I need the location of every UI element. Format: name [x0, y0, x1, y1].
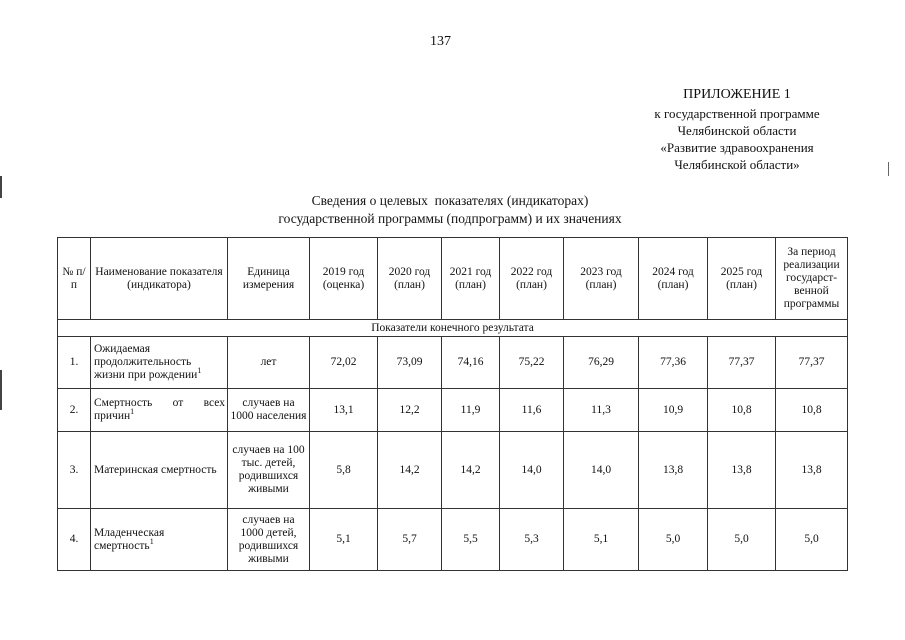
- appendix-title: ПРИЛОЖЕНИЕ 1: [683, 87, 791, 102]
- value-period: 77,37: [776, 337, 848, 389]
- row-name: Младенческая смертность: [94, 526, 165, 552]
- table-header-row: [58, 238, 848, 320]
- value-2022: 5,3: [500, 509, 564, 571]
- value-2022: 11,6: [500, 389, 564, 432]
- header-2025: 2025 год (план): [708, 238, 776, 320]
- row-num: 3.: [58, 432, 91, 509]
- value-2022: 14,0: [500, 432, 564, 509]
- value-2020: 12,2: [378, 389, 442, 432]
- value-2021: 11,9: [442, 389, 500, 432]
- value-2025: 10,8: [708, 389, 776, 432]
- row-unit: случаев на 1000 населения: [228, 389, 310, 432]
- scan-edge-mark: [0, 176, 2, 198]
- header-2019: 2019 год (оценка): [310, 238, 378, 320]
- value-2019: 13,1: [310, 389, 378, 432]
- value-2023: 14,0: [564, 432, 639, 509]
- table-row: [58, 509, 848, 571]
- value-2023: 5,1: [564, 509, 639, 571]
- section-row: [58, 320, 848, 337]
- row-num: 2.: [58, 389, 91, 432]
- row-name-cell: [91, 389, 228, 432]
- value-2019: 72,02: [310, 337, 378, 389]
- row-name: Ожидаемая продолжительность жизни при рождении: [94, 343, 198, 381]
- row-unit: случаев на 1000 детей, родившихся живыми: [228, 509, 310, 571]
- document-title-line-2: государственной программы (подпрограмм) и их значениях: [278, 211, 622, 226]
- row-name-cell: [91, 432, 228, 509]
- value-2023: 11,3: [564, 389, 639, 432]
- scan-edge-mark: [0, 370, 2, 410]
- value-2019: 5,8: [310, 432, 378, 509]
- table-row: [58, 389, 848, 432]
- value-2023: 76,29: [564, 337, 639, 389]
- indicators-table: [57, 237, 848, 571]
- row-name: Материнская смертность: [94, 463, 217, 476]
- value-2020: 14,2: [378, 432, 442, 509]
- value-2024: 77,36: [639, 337, 708, 389]
- row-name-cell: [91, 509, 228, 571]
- header-name: Наименование показателя (индикатора): [91, 238, 228, 320]
- header-2024: 2024 год (план): [639, 238, 708, 320]
- value-2025: 77,37: [708, 337, 776, 389]
- appendix-line-3: «Развитие здравоохранения: [660, 140, 814, 155]
- value-period: 13,8: [776, 432, 848, 509]
- row-unit: случаев на 100 тыс. детей, родившихся живыми: [228, 432, 310, 509]
- value-2021: 14,2: [442, 432, 500, 509]
- header-2021: 2021 год (план): [442, 238, 500, 320]
- value-2020: 5,7: [378, 509, 442, 571]
- header-period: За период реализации государст-венной программы: [776, 238, 848, 320]
- value-2025: 5,0: [708, 509, 776, 571]
- header-unit: Единица измерения: [228, 238, 310, 320]
- value-2022: 75,22: [500, 337, 564, 389]
- footnote-mark: 1: [149, 536, 154, 546]
- appendix-line-4: Челябинской области»: [674, 157, 800, 172]
- value-2024: 13,8: [639, 432, 708, 509]
- section-title: Показатели конечного результата: [58, 320, 848, 337]
- header-2023: 2023 год (план): [564, 238, 639, 320]
- value-2024: 5,0: [639, 509, 708, 571]
- value-2025: 13,8: [708, 432, 776, 509]
- table-row: [58, 432, 848, 509]
- table-row: [58, 337, 848, 389]
- value-2021: 74,16: [442, 337, 500, 389]
- value-2021: 5,5: [442, 509, 500, 571]
- row-num: 4.: [58, 509, 91, 571]
- appendix-line-1: к государственной программе: [654, 106, 820, 121]
- document-title-line-1: Сведения о целевых показателях (индикаторах): [311, 193, 589, 208]
- value-period: 5,0: [776, 509, 848, 571]
- value-period: 10,8: [776, 389, 848, 432]
- value-2024: 10,9: [639, 389, 708, 432]
- header-2022: 2022 год (план): [500, 238, 564, 320]
- header-num: № п/п: [58, 238, 91, 320]
- value-2020: 73,09: [378, 337, 442, 389]
- appendix-line-2: Челябинской области: [677, 123, 797, 138]
- scan-edge-mark: [888, 162, 889, 176]
- appendix-block: [612, 86, 862, 173]
- footnote-mark: 1: [130, 407, 135, 417]
- row-name-cell: [91, 337, 228, 389]
- footnote-mark: 1: [197, 366, 202, 376]
- header-2020: 2020 год (план): [378, 238, 442, 320]
- page-number: 137: [430, 34, 451, 49]
- row-unit: лет: [228, 337, 310, 389]
- value-2019: 5,1: [310, 509, 378, 571]
- row-name: Смертность от всех причин: [94, 397, 225, 422]
- row-num: 1.: [58, 337, 91, 389]
- document-title: [200, 192, 700, 228]
